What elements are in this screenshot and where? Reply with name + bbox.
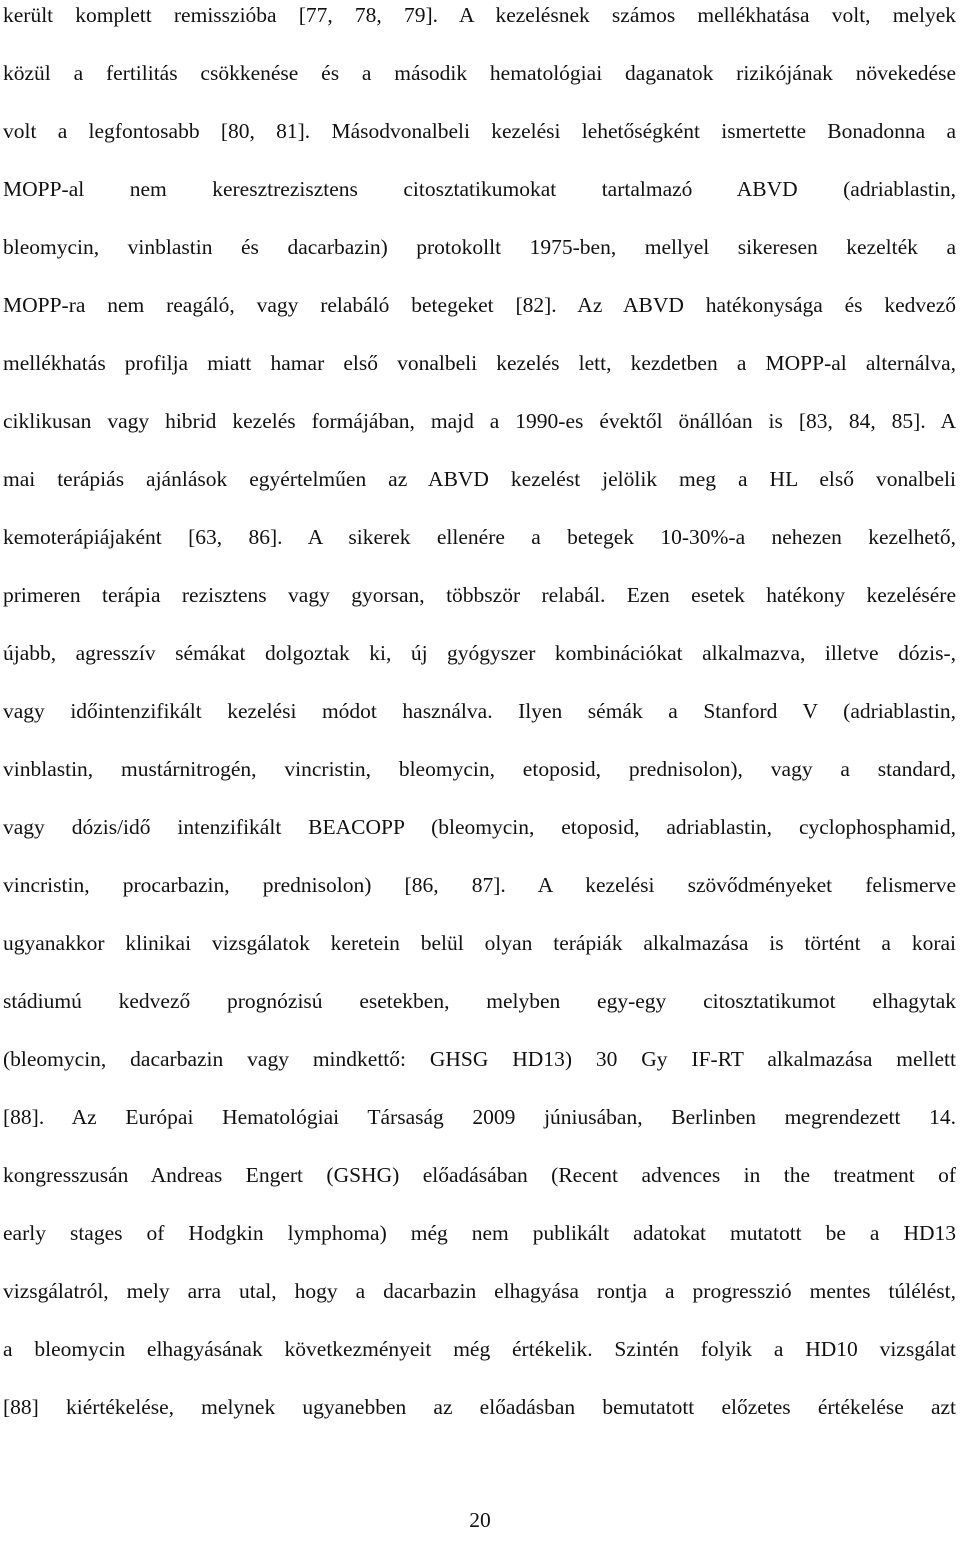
page-number: 20 (469, 1508, 491, 1532)
text-line: MOPP-ra nem reagáló, vagy relabáló betegeket [82]. Az ABVD hatékonysága és kedvező (3, 293, 956, 317)
text-line: került komplett remisszióba [77, 78, 79]. A kezelésnek számos mellékhatása volt, melyek (3, 3, 956, 27)
text-line: vagy dózis/idő intenzifikált BEACOPP (bleomycin, etoposid, adriablastin, cyclophosphamid, (3, 815, 956, 839)
text-line: vincristin, procarbazin, prednisolon) [86, 87]. A kezelési szövődményeket felismerve (3, 873, 956, 897)
text-line: mai terápiás ajánlások egyértelműen az ABVD kezelést jelölik meg a HL első vonalbeli (3, 467, 956, 491)
text-line: [88] kiértékelése, melynek ugyanebben az előadásban bemutatott előzetes értékelése azt (3, 1395, 956, 1419)
text-line: ciklikusan vagy hibrid kezelés formájában, majd a 1990-es évektől önállóan is [83, 84, 85]. A (3, 409, 956, 433)
text-line: early stages of Hodgkin lymphoma) még nem publikált adatokat mutatott be a HD13 (3, 1221, 956, 1245)
text-line: primeren terápia rezisztens vagy gyorsan, többször relabál. Ezen esetek hatékony kezelésére (3, 583, 956, 607)
text-line: vagy időintenzifikált kezelési módot használva. Ilyen sémák a Stanford V (adriablastin, (3, 699, 956, 723)
text-line: kemoterápiájaként [63, 86]. A sikerek ellenére a betegek 10-30%-a nehezen kezelhető, (3, 525, 956, 549)
text-line: ugyanakkor klinikai vizsgálatok keretein belül olyan terápiák alkalmazása is történt a korai (3, 931, 956, 955)
text-line: a bleomycin elhagyásának következményeit még értékelik. Szintén folyik a HD10 vizsgálat (3, 1337, 956, 1361)
text-line: stádiumú kedvező prognózisú esetekben, melyben egy-egy citosztatikumot elhagytak (3, 989, 956, 1013)
text-line: közül a fertilitás csökkenése és a második hematológiai daganatok rizikójának növekedése (3, 61, 956, 85)
text-line: mellékhatás profilja miatt hamar első vonalbeli kezelés lett, kezdetben a MOPP-al alternálva, (3, 351, 956, 375)
text-line: vinblastin, mustárnitrogén, vincristin, bleomycin, etoposid, prednisolon), vagy a standard, (3, 757, 956, 781)
text-line: (bleomycin, dacarbazin vagy mindkettő: GHSG HD13) 30 Gy IF-RT alkalmazása mellett (3, 1047, 956, 1071)
text-line: [88]. Az Európai Hematológiai Társaság 2009 júniusában, Berlinben megrendezett 14. (3, 1105, 956, 1129)
text-line: újabb, agresszív sémákat dolgoztak ki, új gyógyszer kombinációkat alkalmazva, illetve dózis-, (3, 641, 956, 665)
text-line: bleomycin, vinblastin és dacarbazin) protokollt 1975-ben, mellyel sikeresen kezelték a (3, 235, 956, 259)
text-line: MOPP-al nem keresztrezisztens citosztatikumokat tartalmazó ABVD (adriablastin, (3, 177, 956, 201)
text-line: vizsgálatról, mely arra utal, hogy a dacarbazin elhagyása rontja a progresszió mentes túlélést, (3, 1279, 956, 1303)
text-line: volt a legfontosabb [80, 81]. Másodvonalbeli kezelési lehetőségként ismertette Bonadonna a (3, 119, 956, 143)
text-line: kongresszusán Andreas Engert (GSHG) előadásában (Recent advences in the treatment of (3, 1163, 956, 1187)
